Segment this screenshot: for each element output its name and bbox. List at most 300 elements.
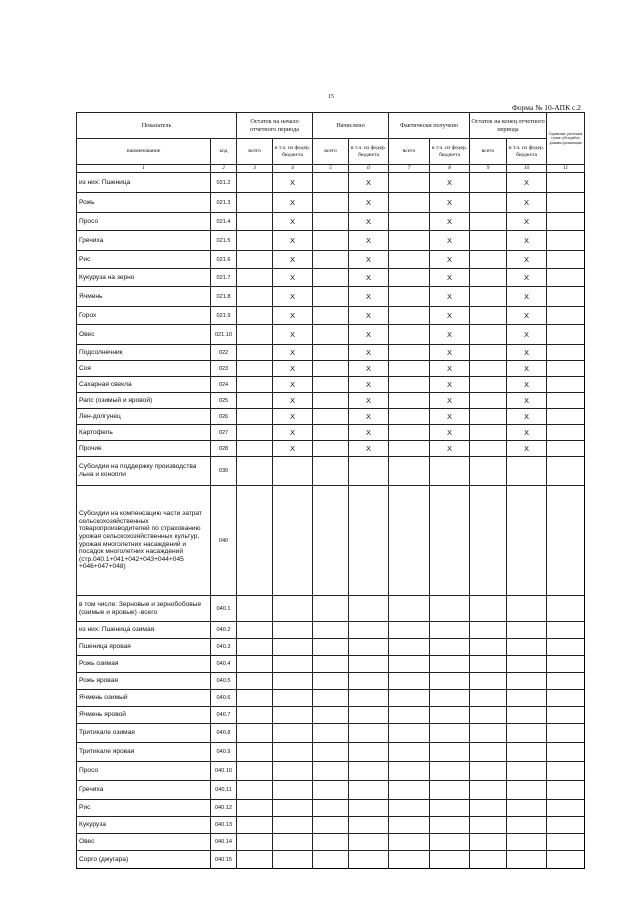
x-mark: X: [430, 361, 470, 377]
x-mark: X: [349, 307, 389, 325]
value-cell: [313, 345, 349, 361]
x-mark: X: [430, 251, 470, 269]
header-accrued: Начислено: [313, 113, 389, 139]
value-cell: [237, 425, 273, 441]
value-cell: [470, 781, 507, 800]
row-code: 021.3: [211, 193, 237, 213]
header-code: код: [211, 139, 237, 165]
value-cell: [547, 409, 585, 425]
value-cell: [430, 707, 470, 724]
row-code: 040.5: [211, 673, 237, 690]
value-cell: [547, 269, 585, 287]
table-row: [77, 345, 585, 361]
row-code: 021.8: [211, 287, 237, 307]
value-cell: [237, 193, 273, 213]
value-cell: [273, 851, 313, 869]
value-cell: [430, 817, 470, 834]
value-cell: [313, 193, 349, 213]
column-number: 7: [389, 165, 430, 173]
value-cell: [470, 307, 507, 325]
value-cell: [313, 361, 349, 377]
value-cell: [313, 251, 349, 269]
value-cell: [349, 724, 389, 743]
value-cell: [237, 851, 273, 869]
value-cell: [273, 800, 313, 817]
x-mark: X: [349, 251, 389, 269]
value-cell: [389, 213, 430, 231]
table-row: [77, 851, 585, 869]
value-cell: [507, 743, 547, 762]
table-row: [77, 622, 585, 639]
header-total: всего: [313, 139, 349, 165]
value-cell: [313, 762, 349, 781]
value-cell: [389, 834, 430, 851]
value-cell: [313, 743, 349, 762]
value-cell: [547, 673, 585, 690]
value-cell: [430, 639, 470, 656]
table-row: [77, 656, 585, 673]
value-cell: [313, 724, 349, 743]
table-row: [77, 639, 585, 656]
x-mark: X: [273, 409, 313, 425]
value-cell: [273, 762, 313, 781]
x-mark: X: [430, 287, 470, 307]
row-code: 026: [211, 409, 237, 425]
x-mark: X: [273, 287, 313, 307]
row-code: 021.6: [211, 251, 237, 269]
value-cell: [470, 193, 507, 213]
x-mark: X: [430, 345, 470, 361]
x-mark: X: [349, 345, 389, 361]
value-cell: [470, 441, 507, 457]
x-mark: X: [273, 377, 313, 393]
value-cell: [507, 781, 547, 800]
row-code: 040.12: [211, 800, 237, 817]
value-cell: [237, 486, 273, 596]
value-cell: [547, 287, 585, 307]
value-cell: [237, 377, 273, 393]
table-row: [77, 361, 585, 377]
value-cell: [547, 486, 585, 596]
x-mark: X: [507, 173, 547, 193]
value-cell: [349, 656, 389, 673]
value-cell: [313, 409, 349, 425]
value-cell: [547, 817, 585, 834]
value-cell: [470, 707, 507, 724]
value-cell: [470, 425, 507, 441]
x-mark: X: [349, 325, 389, 345]
value-cell: [470, 287, 507, 307]
value-cell: [547, 781, 585, 800]
value-cell: [547, 425, 585, 441]
x-mark: X: [507, 251, 547, 269]
row-name: Прочие: [77, 441, 211, 457]
value-cell: [547, 173, 585, 193]
row-code: 040: [211, 486, 237, 596]
value-cell: [389, 743, 430, 762]
row-code: 040.2: [211, 622, 237, 639]
x-mark: X: [349, 287, 389, 307]
row-name: Просо: [77, 762, 211, 781]
value-cell: [349, 690, 389, 707]
table-row: [77, 307, 585, 325]
row-code: 040.6: [211, 690, 237, 707]
column-number: 8: [430, 165, 470, 173]
value-cell: [547, 762, 585, 781]
x-mark: X: [430, 231, 470, 251]
header-reference: Справочно: расчетная сумма субсидий по данным организации: [547, 113, 585, 165]
value-cell: [470, 361, 507, 377]
value-cell: [470, 213, 507, 231]
value-cell: [349, 486, 389, 596]
value-cell: [389, 193, 430, 213]
value-cell: [313, 817, 349, 834]
value-cell: [313, 231, 349, 251]
value-cell: [470, 817, 507, 834]
row-name: из них: Пшеница: [77, 173, 211, 193]
x-mark: X: [273, 393, 313, 409]
value-cell: [507, 762, 547, 781]
row-code: 040.13: [211, 817, 237, 834]
value-cell: [547, 361, 585, 377]
row-code: 040.9: [211, 743, 237, 762]
value-cell: [273, 673, 313, 690]
value-cell: [507, 486, 547, 596]
row-name: Рожь озимая: [77, 656, 211, 673]
header-total: всего: [389, 139, 430, 165]
value-cell: [430, 800, 470, 817]
x-mark: X: [430, 409, 470, 425]
data-table: [76, 112, 585, 869]
x-mark: X: [507, 425, 547, 441]
row-code: 021.5: [211, 231, 237, 251]
value-cell: [273, 690, 313, 707]
value-cell: [237, 441, 273, 457]
row-code: 021.10: [211, 325, 237, 345]
value-cell: [389, 851, 430, 869]
x-mark: X: [507, 307, 547, 325]
row-name: Кукуруза: [77, 817, 211, 834]
value-cell: [430, 457, 470, 486]
row-code: 040.11: [211, 781, 237, 800]
value-cell: [547, 377, 585, 393]
value-cell: [470, 762, 507, 781]
x-mark: X: [430, 173, 470, 193]
table-row: [77, 690, 585, 707]
x-mark: X: [507, 345, 547, 361]
table-row: [77, 743, 585, 762]
value-cell: [313, 425, 349, 441]
x-mark: X: [430, 307, 470, 325]
value-cell: [389, 173, 430, 193]
value-cell: [349, 707, 389, 724]
value-cell: [547, 851, 585, 869]
row-code: 040.8: [211, 724, 237, 743]
x-mark: X: [507, 409, 547, 425]
x-mark: X: [273, 213, 313, 231]
row-name: Пшеница яровая: [77, 639, 211, 656]
value-cell: [547, 639, 585, 656]
value-cell: [470, 325, 507, 345]
value-cell: [349, 834, 389, 851]
value-cell: [273, 781, 313, 800]
row-name: Ячмень яровой: [77, 707, 211, 724]
x-mark: X: [430, 425, 470, 441]
value-cell: [389, 781, 430, 800]
value-cell: [237, 690, 273, 707]
value-cell: [237, 361, 273, 377]
row-name: Субсидии на поддержку производства льна и конопли: [77, 457, 211, 486]
row-name: Рожь: [77, 193, 211, 213]
x-mark: X: [349, 441, 389, 457]
table-row: [77, 457, 585, 486]
value-cell: [507, 817, 547, 834]
value-cell: [273, 707, 313, 724]
row-name: Овес: [77, 834, 211, 851]
value-cell: [507, 622, 547, 639]
value-cell: [470, 377, 507, 393]
table-row: [77, 817, 585, 834]
value-cell: [507, 596, 547, 622]
row-name: Подсолнечник: [77, 345, 211, 361]
value-cell: [547, 800, 585, 817]
value-cell: [430, 486, 470, 596]
value-cell: [547, 325, 585, 345]
value-cell: [237, 673, 273, 690]
value-cell: [470, 173, 507, 193]
row-code: 040.4: [211, 656, 237, 673]
value-cell: [237, 231, 273, 251]
row-code: 040.3: [211, 639, 237, 656]
row-code: 021.7: [211, 269, 237, 287]
page-number: 15: [328, 94, 334, 100]
value-cell: [547, 193, 585, 213]
value-cell: [273, 817, 313, 834]
row-name: Тритикале озимая: [77, 724, 211, 743]
value-cell: [313, 596, 349, 622]
value-cell: [237, 656, 273, 673]
value-cell: [470, 251, 507, 269]
value-cell: [470, 690, 507, 707]
value-cell: [237, 307, 273, 325]
value-cell: [313, 639, 349, 656]
x-mark: X: [273, 173, 313, 193]
row-code: 040.14: [211, 834, 237, 851]
value-cell: [237, 707, 273, 724]
header-incl-federal: в т.ч. из федер. бюджета: [349, 139, 389, 165]
value-cell: [470, 231, 507, 251]
x-mark: X: [507, 441, 547, 457]
value-cell: [313, 673, 349, 690]
value-cell: [349, 800, 389, 817]
header-opening-balance: Остаток на начало отчетного периода: [237, 113, 313, 139]
row-name: Кукуруза на зерно: [77, 269, 211, 287]
value-cell: [349, 817, 389, 834]
row-code: 022: [211, 345, 237, 361]
value-cell: [507, 851, 547, 869]
x-mark: X: [507, 361, 547, 377]
value-cell: [237, 596, 273, 622]
x-mark: X: [273, 251, 313, 269]
value-cell: [470, 457, 507, 486]
value-cell: [470, 673, 507, 690]
value-cell: [547, 724, 585, 743]
row-name: Просо: [77, 213, 211, 231]
value-cell: [273, 834, 313, 851]
column-number: 6: [349, 165, 389, 173]
row-name: Рапс (озимый и яровой): [77, 393, 211, 409]
row-name: Овес: [77, 325, 211, 345]
value-cell: [507, 834, 547, 851]
value-cell: [313, 834, 349, 851]
row-name: Лен-долгунец: [77, 409, 211, 425]
value-cell: [237, 173, 273, 193]
value-cell: [430, 762, 470, 781]
value-cell: [389, 231, 430, 251]
value-cell: [313, 851, 349, 869]
x-mark: X: [430, 393, 470, 409]
value-cell: [237, 409, 273, 425]
value-cell: [313, 173, 349, 193]
value-cell: [389, 596, 430, 622]
row-name: Картофель: [77, 425, 211, 441]
value-cell: [313, 622, 349, 639]
value-cell: [313, 287, 349, 307]
value-cell: [273, 457, 313, 486]
row-name: в том числе: Зерновые и зернобобовые (озимые и яровые) -всего: [77, 596, 211, 622]
value-cell: [237, 834, 273, 851]
table-row: [77, 393, 585, 409]
x-mark: X: [507, 377, 547, 393]
table-row: [77, 486, 585, 596]
value-cell: [389, 425, 430, 441]
x-mark: X: [349, 361, 389, 377]
row-code: 021.9: [211, 307, 237, 325]
value-cell: [470, 345, 507, 361]
value-cell: [237, 743, 273, 762]
row-code: 040.7: [211, 707, 237, 724]
value-cell: [389, 707, 430, 724]
value-cell: [237, 800, 273, 817]
value-cell: [313, 213, 349, 231]
column-number: 11: [547, 165, 585, 173]
value-cell: [273, 743, 313, 762]
table-row: [77, 213, 585, 231]
value-cell: [237, 345, 273, 361]
value-cell: [430, 690, 470, 707]
x-mark: X: [273, 441, 313, 457]
value-cell: [430, 851, 470, 869]
value-cell: [313, 441, 349, 457]
row-name: Гречиха: [77, 231, 211, 251]
row-name: Горох: [77, 307, 211, 325]
x-mark: X: [430, 325, 470, 345]
value-cell: [470, 834, 507, 851]
value-cell: [547, 707, 585, 724]
row-code: 027: [211, 425, 237, 441]
value-cell: [273, 622, 313, 639]
column-number: 4: [273, 165, 313, 173]
value-cell: [349, 673, 389, 690]
x-mark: X: [349, 173, 389, 193]
table-row: [77, 231, 585, 251]
value-cell: [547, 596, 585, 622]
row-name: Ячмень: [77, 287, 211, 307]
header-actually-received: Фактически получено: [389, 113, 470, 139]
value-cell: [389, 269, 430, 287]
value-cell: [237, 213, 273, 231]
row-code: 025: [211, 393, 237, 409]
header-closing-balance: Остаток на конец отчетного периода: [470, 113, 547, 139]
value-cell: [237, 622, 273, 639]
value-cell: [273, 724, 313, 743]
column-number: 2: [211, 165, 237, 173]
column-number: 5: [313, 165, 349, 173]
value-cell: [389, 690, 430, 707]
header-total: всего: [470, 139, 507, 165]
value-cell: [349, 743, 389, 762]
value-cell: [313, 781, 349, 800]
x-mark: X: [430, 441, 470, 457]
value-cell: [389, 673, 430, 690]
value-cell: [470, 393, 507, 409]
value-cell: [237, 639, 273, 656]
x-mark: X: [349, 393, 389, 409]
row-name: Соя: [77, 361, 211, 377]
table-row: [77, 425, 585, 441]
header-total: всего: [237, 139, 273, 165]
row-name: Сорго (джугара): [77, 851, 211, 869]
value-cell: [349, 457, 389, 486]
table-row: [77, 762, 585, 781]
value-cell: [389, 486, 430, 596]
row-name: Ячмень озимый: [77, 690, 211, 707]
value-cell: [507, 457, 547, 486]
value-cell: [237, 287, 273, 307]
value-cell: [237, 457, 273, 486]
header-incl-federal: в т.ч. из федер. бюджета: [507, 139, 547, 165]
x-mark: X: [273, 307, 313, 325]
value-cell: [349, 596, 389, 622]
x-mark: X: [273, 325, 313, 345]
table-row: [77, 173, 585, 193]
value-cell: [507, 656, 547, 673]
value-cell: [470, 639, 507, 656]
value-cell: [313, 656, 349, 673]
value-cell: [547, 457, 585, 486]
x-mark: X: [273, 269, 313, 287]
value-cell: [313, 457, 349, 486]
value-cell: [349, 781, 389, 800]
x-mark: X: [430, 193, 470, 213]
value-cell: [273, 486, 313, 596]
value-cell: [430, 724, 470, 743]
x-mark: X: [507, 269, 547, 287]
value-cell: [507, 673, 547, 690]
row-code: 028: [211, 441, 237, 457]
value-cell: [547, 213, 585, 231]
value-cell: [313, 377, 349, 393]
value-cell: [389, 409, 430, 425]
x-mark: X: [430, 213, 470, 231]
value-cell: [237, 762, 273, 781]
value-cell: [237, 781, 273, 800]
row-name: Рис: [77, 251, 211, 269]
x-mark: X: [349, 425, 389, 441]
value-cell: [313, 269, 349, 287]
value-cell: [507, 639, 547, 656]
column-number: 10: [507, 165, 547, 173]
